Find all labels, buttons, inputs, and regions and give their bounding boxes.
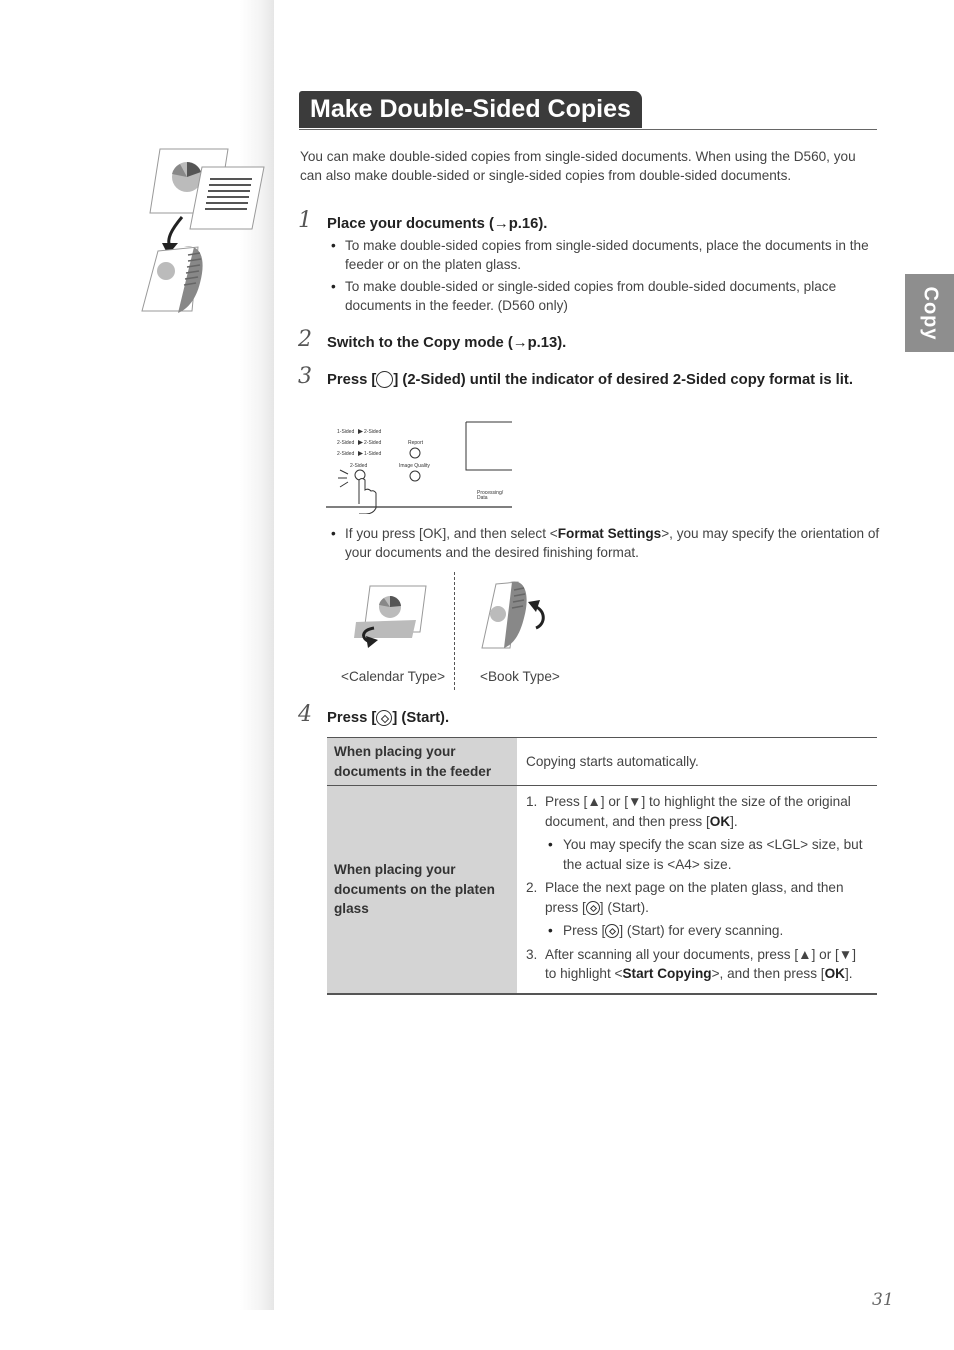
step-3-note xyxy=(330,524,880,565)
panel-label: 2-Sided xyxy=(350,463,368,469)
start-key-icon xyxy=(605,924,619,938)
table-row xyxy=(327,786,877,994)
list-item: 1. Press [▲] or [▼] to highlight the size of the original document, and then press [OK]. • You may specify the scan size as <LGL> size, but the actual size is <A4> size. xyxy=(526,792,868,874)
panel-label: 2-Sided xyxy=(337,451,355,457)
bullet-item: • To make double-sided or single-sided copies from double-sided documents, place documents in the feeder. (D560 only) xyxy=(330,277,880,315)
panel-label: 2-Sided xyxy=(337,440,355,446)
start-key-icon xyxy=(376,710,392,726)
step-number: 3 xyxy=(298,364,312,389)
step-heading: Switch to the Copy mode (→p.13). xyxy=(327,335,567,351)
step-number: 2 xyxy=(298,327,312,352)
bullet-item: • To make double-sided copies from single-sided documents, place the documents in the feeder or on the platen glass. xyxy=(330,236,880,274)
section-tab-copy[interactable]: Copy xyxy=(905,274,954,352)
calendar-type-illustration xyxy=(350,580,434,652)
control-panel-illustration xyxy=(326,420,516,514)
sub-bullet: • Press [ ] (Start) for every scanning. xyxy=(545,921,868,941)
panel-label: 2-Sided xyxy=(364,440,382,446)
calendar-type-caption: <Calendar Type> xyxy=(341,669,446,684)
step-heading: Place your documents (→p.16). xyxy=(327,216,548,232)
start-key-icon xyxy=(586,901,600,915)
image-quality-label: Image Quality xyxy=(399,463,430,469)
list-item: 2. Place the next page on the platen glass, and then press [ ] (Start). • Press [ ] (Start) for every scanning. xyxy=(526,878,868,941)
page-number: 31 xyxy=(872,1290,894,1310)
data-label: Data xyxy=(477,495,488,501)
placement-table xyxy=(327,737,877,995)
step-1-bullets xyxy=(330,236,880,318)
step-number: 4 xyxy=(298,702,312,727)
bullet-item: • If you press [OK], and then select <Format Settings>, you may specify the orientation of your documents and the desired finishing format. xyxy=(330,524,880,562)
page-title: Make Double-Sided Copies xyxy=(299,91,642,128)
caption-divider xyxy=(454,572,455,690)
processing-label: Processing/ xyxy=(477,490,504,496)
book-type-illustration xyxy=(478,576,554,652)
double-sided-copy-illustration xyxy=(138,143,270,323)
panel-label: 2-Sided xyxy=(364,429,382,435)
sub-bullet: • You may specify the scan size as <LGL> size, but the actual size is <A4> size. xyxy=(545,835,868,874)
list-item: 3. After scanning all your documents, press [▲] or [▼] to highlight <Start Copying>, and then press [OK]. xyxy=(526,946,857,981)
title-bar xyxy=(299,91,877,130)
step-heading: Press [ ] (2-Sided) until the indicator of desired 2-Sided copy format is lit. xyxy=(327,372,853,388)
intro-text: You can make double-sided copies from single-sided documents. When using the D560, you can also make double-sided or single-sided copies from double-sided documents. xyxy=(300,149,856,183)
instruction-list xyxy=(526,792,868,984)
step-number: 1 xyxy=(298,208,312,233)
panel-label: 1-Sided xyxy=(337,429,355,435)
table-header-cell: When placing your documents on the platen glass xyxy=(327,786,517,994)
table-body-cell xyxy=(517,786,877,994)
two-sided-key-icon xyxy=(376,371,393,388)
table-header-cell: When placing your documents in the feeder xyxy=(327,738,517,786)
step-heading: Press [ ] (Start). xyxy=(327,710,450,726)
book-type-caption: <Book Type> xyxy=(480,669,560,684)
table-row xyxy=(327,738,877,786)
report-label: Report xyxy=(408,440,424,446)
panel-label: 1-Sided xyxy=(364,451,382,457)
table-body-cell: Copying starts automatically. xyxy=(517,738,877,786)
